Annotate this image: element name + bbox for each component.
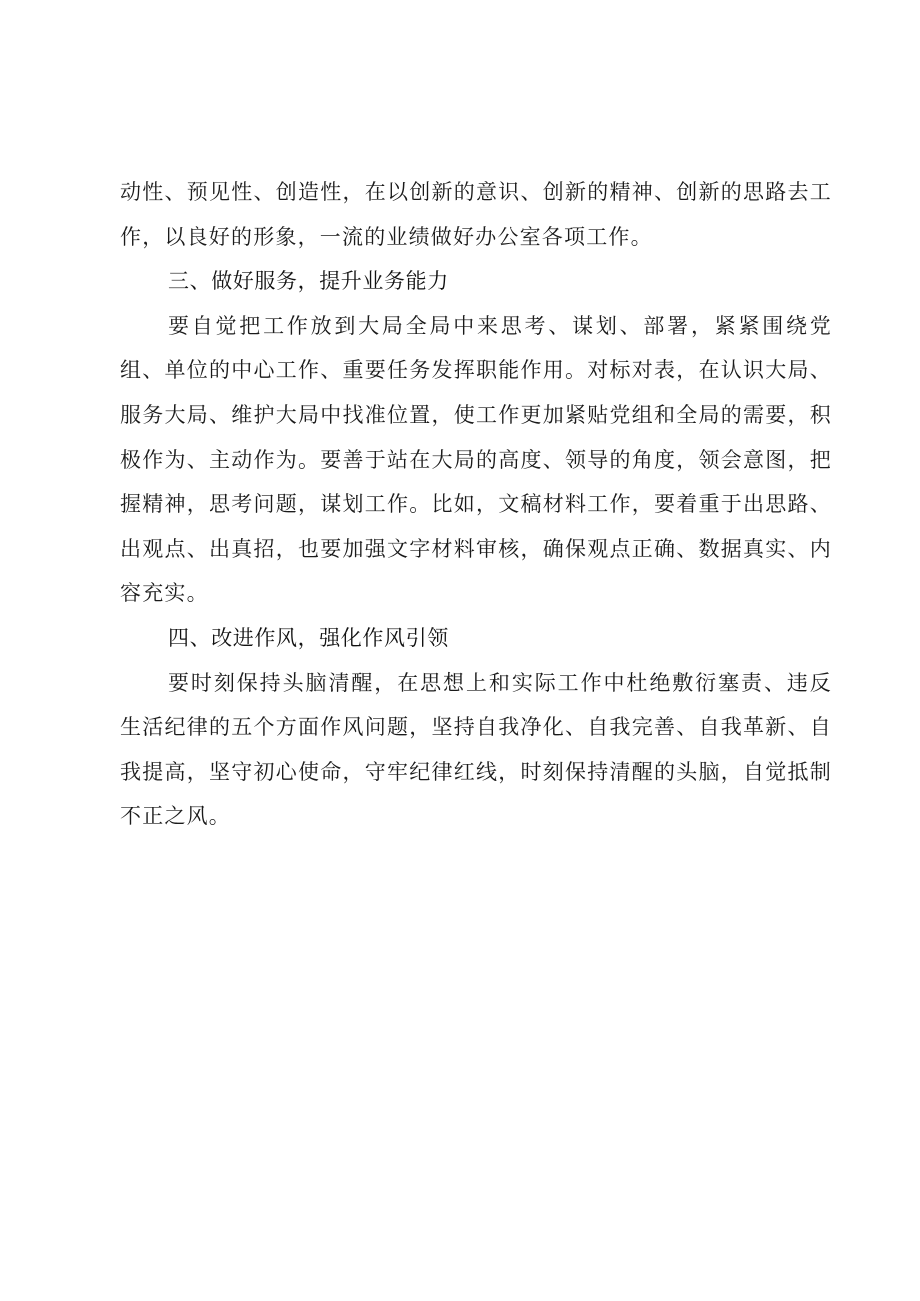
section-body-4: 要时刻保持头脑清醒，在思想上和实际工作中杜绝敷衍塞责、违反生活纪律的五个方面作风问题，坚持自我净化、自我完善、自我革新、自我提高，坚守初心使命，守牢纪律红线，时刻保持清醒的头脑，自觉抵制不正之风。 [120, 670, 832, 829]
section-heading-4: 四、改进作风，强化作风引领 [168, 625, 449, 650]
document-body [120, 170, 832, 839]
section-body-3: 要自觉把工作放到大局全局中来思考、谋划、部署，紧紧围绕党组、单位的中心工作、重要任务发挥职能作用。对标对表，在认识大局、服务大局、维护大局中找准位置，使工作更加紧贴党组和全局的需要，积极作为、主动作为。要善于站在大局的高度、领导的角度，领会意图，把握精神，思考问题，谋划工作。比如，文稿材料工作，要着重于出思路、出观点、出真招，也要加强文字材料审核，确保观点正确、数据真实、内容充实。 [120, 313, 832, 606]
continued-paragraph: 动性、预见性、创造性，在以创新的意识、创新的精神、创新的思路去工作，以良好的形象，一流的业绩做好办公室各项工作。 [120, 180, 832, 249]
section-heading-3: 三、做好服务，提升业务能力 [168, 269, 449, 294]
